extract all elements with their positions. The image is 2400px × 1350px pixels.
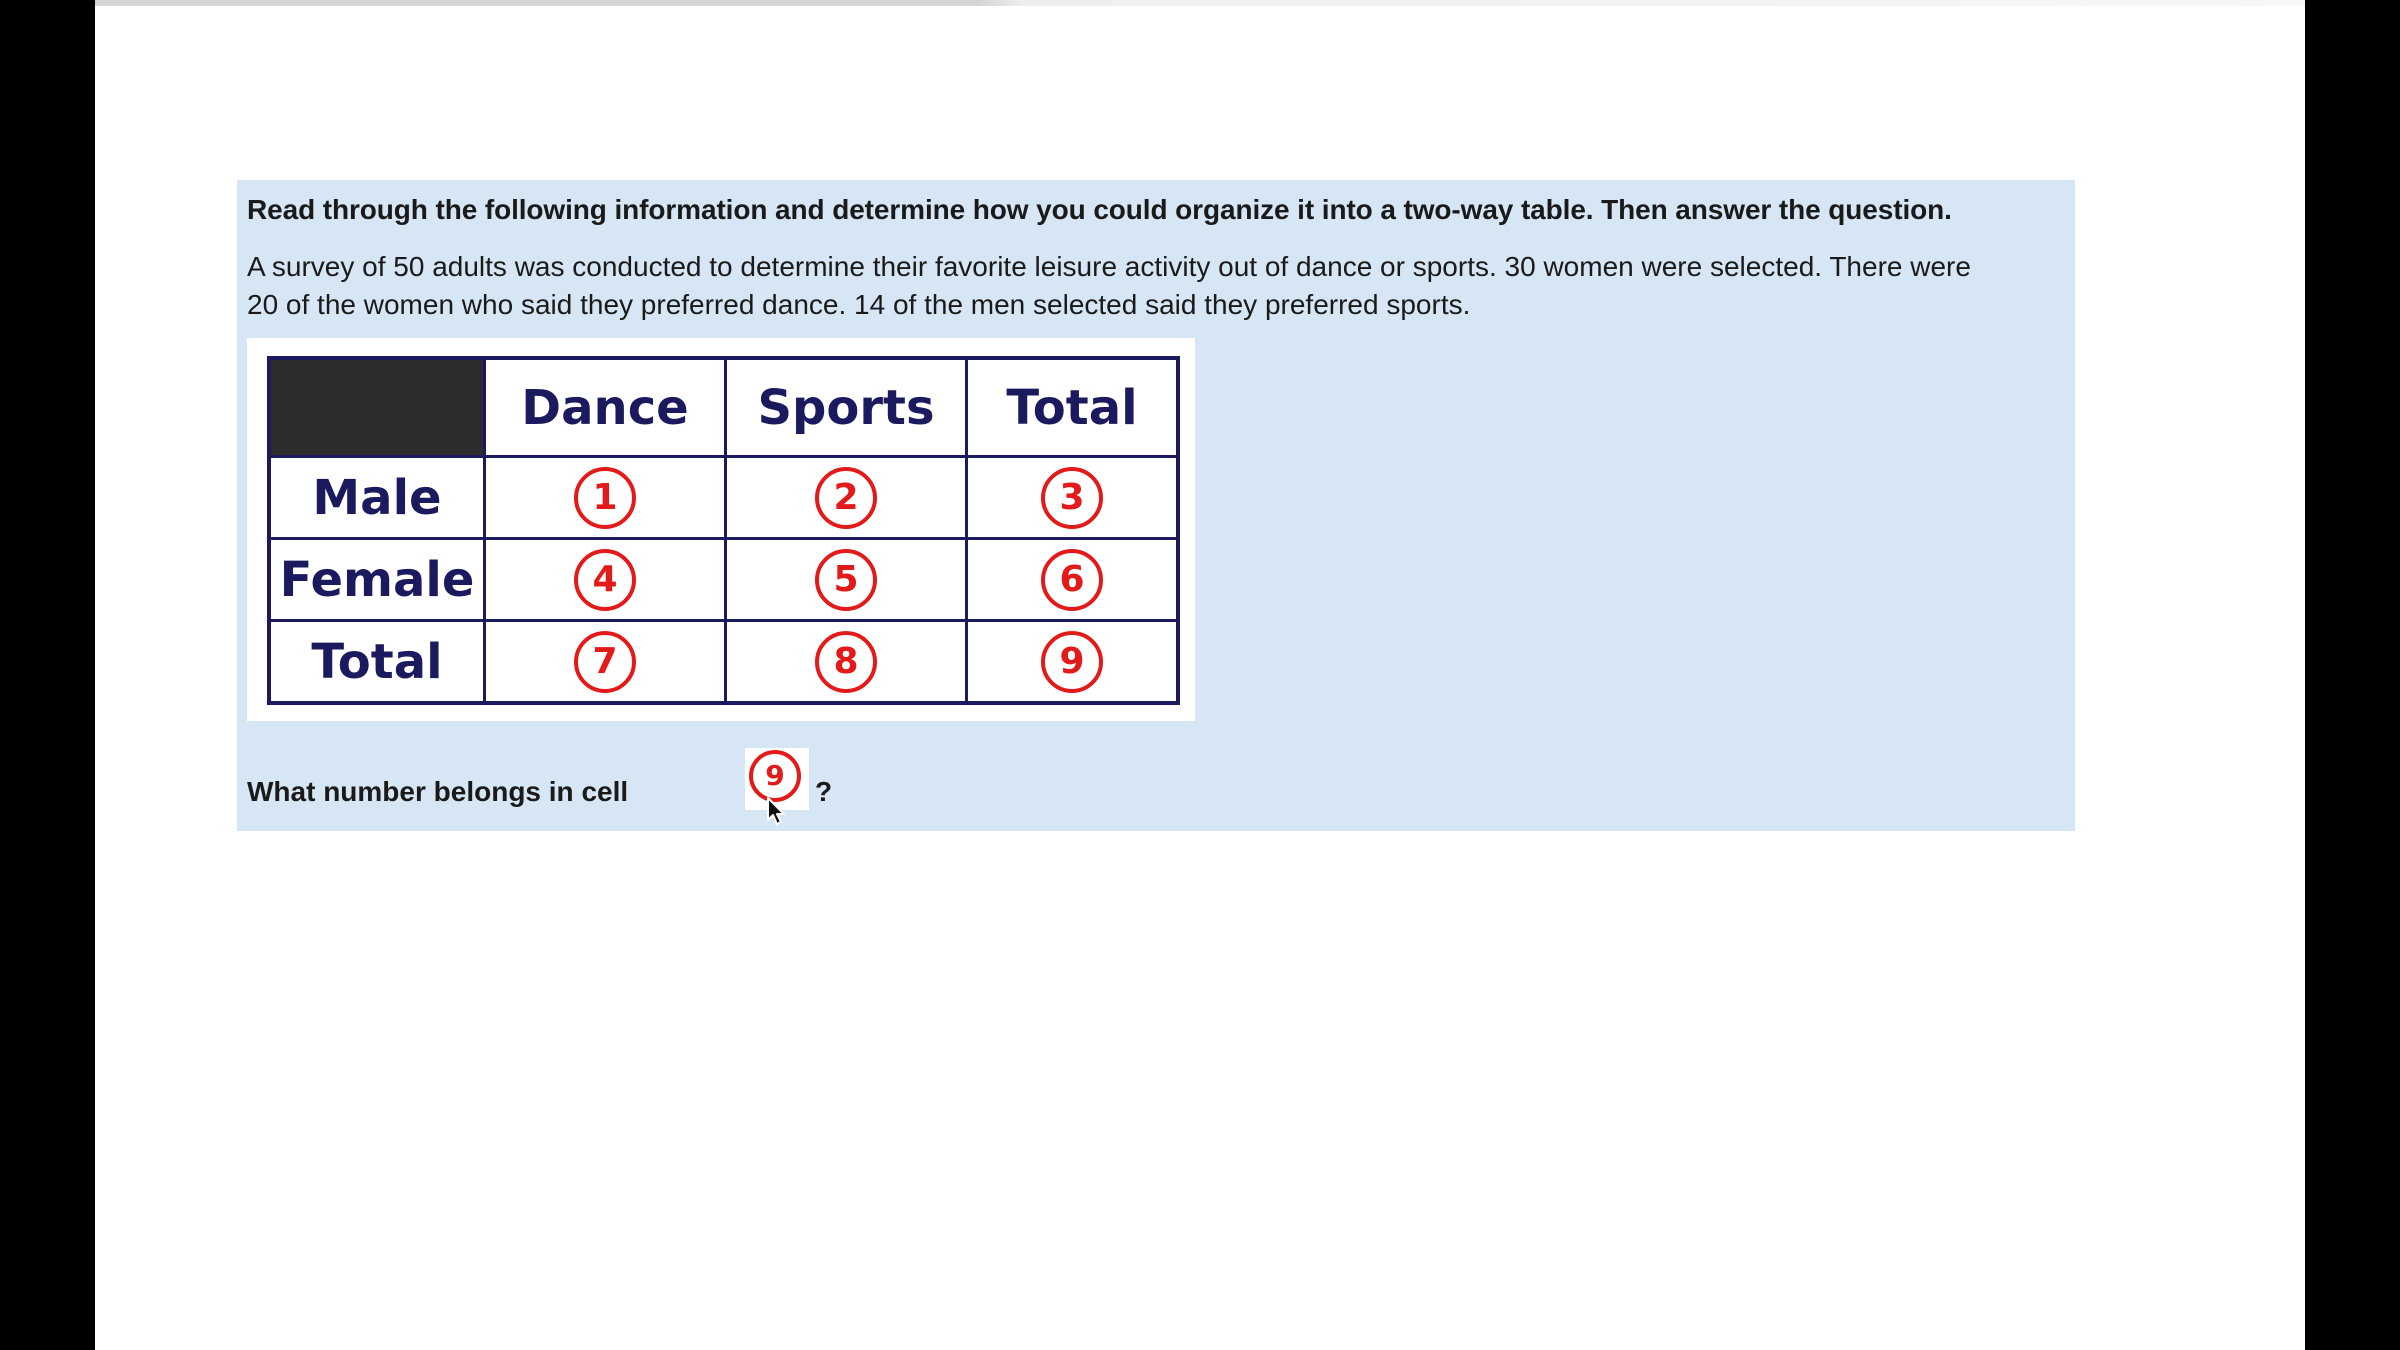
cell-number-badge: 8 [815,631,877,693]
question-mark: ? [815,776,833,807]
cell-5 [726,539,967,621]
cell-number-badge: 1 [574,467,636,529]
question-cell-number: 9 [749,750,801,802]
question-panel [237,180,2075,831]
table-row [269,539,1178,621]
cell-number-badge: 9 [1041,631,1103,693]
cell-number-badge: 3 [1041,467,1103,529]
cell-7 [485,621,726,704]
row-label-female: Female [269,539,485,621]
cell-3 [967,457,1179,539]
cell-2 [726,457,967,539]
top-shadow [95,0,2305,6]
two-way-table [267,356,1180,705]
screen [95,0,2305,1350]
prompt-line-2: 20 of the women who said they preferred dance. 14 of the men selected said they preferred sports. [247,289,1471,320]
corner-cell [269,358,485,457]
cell-9 [967,621,1179,704]
cell-number-badge: 7 [574,631,636,693]
question-text: What number belongs in cell [247,776,629,807]
prompt-line-1: A survey of 50 adults was conducted to determine their favorite leisure activity out of dance or sports. 30 women were selected. There were [247,251,1971,282]
cell-number-badge: 2 [815,467,877,529]
instruction-text: Read through the following information and determine how you could organize it into a two-way table. Then answer the question. [247,194,1952,225]
cell-4 [485,539,726,621]
table-row [269,457,1178,539]
cell-8 [726,621,967,704]
header-total: Total [967,358,1179,457]
cell-6 [967,539,1179,621]
cell-number-badge: 6 [1041,549,1103,611]
header-row [269,358,1178,457]
mouse-cursor-icon [766,796,788,826]
cell-number-badge: 4 [574,549,636,611]
header-dance: Dance [485,358,726,457]
table-card [247,338,1195,721]
cell-number-badge: 5 [815,549,877,611]
row-label-male: Male [269,457,485,539]
prompt-text [247,248,2047,324]
header-sports: Sports [726,358,967,457]
cell-1 [485,457,726,539]
row-label-total: Total [269,621,485,704]
table-row [269,621,1178,704]
